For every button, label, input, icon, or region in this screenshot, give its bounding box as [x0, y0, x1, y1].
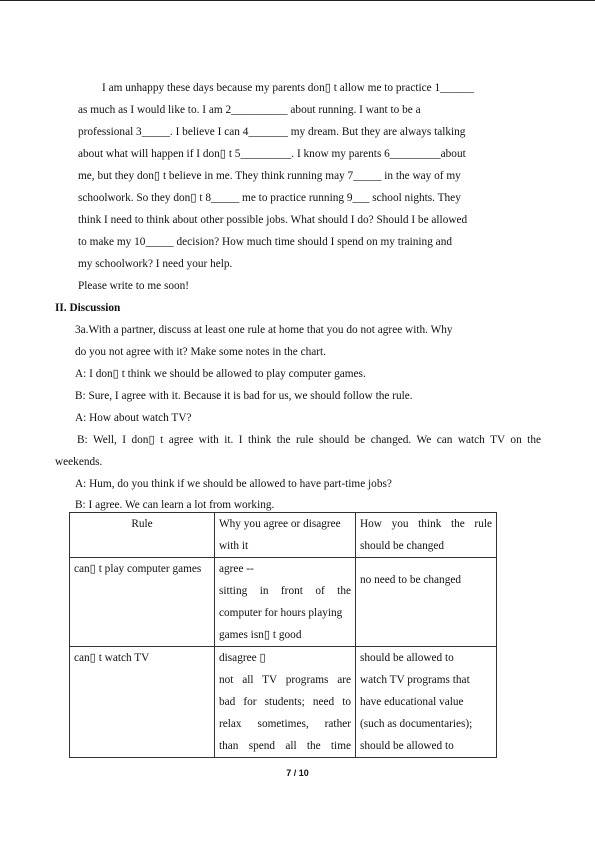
row2-how-line1: should be allowed to [360, 652, 454, 664]
row2-why-line3: bad for students; need to [219, 696, 351, 708]
instruction-line-2: do you not agree with it? Make some notes in the chart. [75, 346, 326, 358]
row2-why-line4: relax sometimes, rather [219, 718, 351, 730]
page-number: 7 / 10 [286, 768, 309, 778]
dialogue-b2-line2: weekends. [55, 456, 103, 468]
letter-line-7: think I need to think about other possible jobs. What should I do? Should I be allowed [78, 214, 468, 226]
row2-how [356, 647, 497, 758]
dialogue-a3: A: Hum, do you think if we should be allowed to have part-time jobs? [75, 478, 392, 490]
letter-line-6: schoolwork. So they don▯ t 8_____ me to practice running 9___ school nights. They [78, 192, 461, 204]
row2-why [215, 647, 356, 758]
row1-why-line3: computer for hours playing [219, 607, 343, 619]
header-why [215, 513, 356, 558]
header-how-line2: should be changed [360, 540, 445, 552]
header-why-line1: Why you agree or disagree [219, 518, 341, 530]
letter-line-9: my schoolwork? I need your help. [78, 258, 233, 270]
header-rule-text: Rule [131, 518, 153, 530]
section-heading: II. Discussion [55, 302, 121, 314]
row2-how-line5: should be allowed to [360, 740, 454, 752]
dialogue-a2: A: How about watch TV? [75, 412, 192, 424]
row2-why-line5: than spend all the time [219, 740, 351, 752]
row2-how-line2: watch TV programs that [360, 674, 470, 686]
table-header-row [70, 513, 497, 558]
header-how-line1: How you think the rule [360, 518, 492, 530]
header-why-line2: with it [219, 540, 249, 552]
letter-line-4: about what will happen if I don▯ t 5_________. I know my parents 6_________about [78, 148, 466, 160]
rules-chart-table [69, 512, 497, 758]
instruction-line-1: 3a.With a partner, discuss at least one rule at home that you do not agree with. Why [75, 324, 453, 336]
header-how [356, 513, 497, 558]
table-row [70, 558, 497, 647]
dialogue-b3: B: I agree. We can learn a lot from working. [75, 499, 275, 511]
dialogue-b2-line1: B: Well, I don▯ t agree with it. I think the rule should be changed. We can watch TV on the [77, 434, 541, 446]
row1-why-line4: games isn▯ t good [219, 629, 302, 641]
letter-line-3: professional 3_____. I believe I can 4_______ my dream. But they are always talking [78, 126, 466, 138]
table-row [70, 647, 497, 758]
row2-how-line4: (such as documentaries); [360, 718, 473, 730]
row2-why-line1: disagree ▯ [219, 652, 266, 664]
letter-line-8: to make my 10_____ decision? How much time should I spend on my training and [78, 236, 452, 248]
row1-why [215, 558, 356, 647]
row2-rule [70, 647, 215, 758]
row1-why-line2: sitting in front of the [219, 585, 351, 597]
dialogue-b1: B: Sure, I agree with it. Because it is bad for us, we should follow the rule. [75, 390, 413, 402]
row1-how-text: no need to be changed [360, 574, 462, 586]
row1-rule [70, 558, 215, 647]
letter-closing: Please write to me soon! [78, 280, 190, 292]
letter-line-2: as much as I would like to. I am 2__________ about running. I want to be a [78, 104, 421, 116]
row1-rule-text: can▯ t play computer games [74, 563, 202, 575]
row2-how-line3: have educational value [360, 696, 464, 708]
letter-line-1: I am unhappy these days because my parents don▯ t allow me to practice 1______ [102, 82, 475, 94]
letter-line-5: me, but they don▯ t believe in me. They think running may 7_____ in the way of my [78, 170, 461, 182]
header-rule [70, 513, 215, 558]
dialogue-a1: A: I don▯ t think we should be allowed to play computer games. [75, 368, 366, 380]
row1-how [356, 558, 497, 647]
row2-why-line2: not all TV programs are [219, 674, 351, 686]
row1-why-line1: agree -- [219, 563, 254, 575]
row2-rule-text: can▯ t watch TV [74, 652, 150, 664]
